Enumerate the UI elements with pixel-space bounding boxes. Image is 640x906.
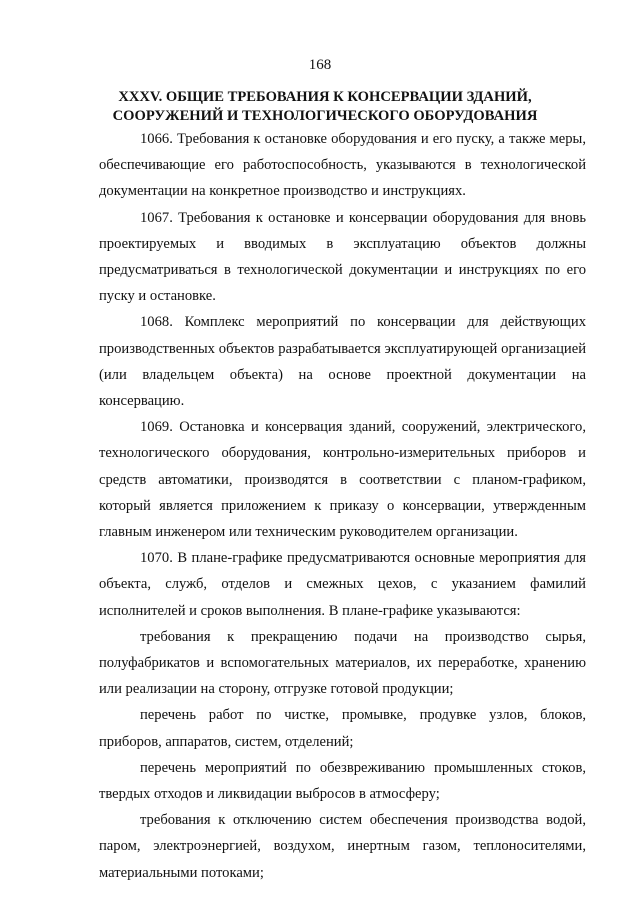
list-item-utilities-disconnection: требования к отключению систем обеспечения производства водой, паром, электроэнергией, воздухом, инертным газом, теплоносителями, материальными потоками; (99, 812, 586, 881)
paragraph-1070: 1070. В плане-графике предусматриваются основные мероприятия для объекта, служб, отделов и смежных цехов, с указанием фамилий исполнителей и сроков выполнения. В плане-графике указываются: (99, 550, 586, 619)
section-heading (60, 88, 590, 126)
page-number: 168 (308, 57, 332, 73)
list-item-waste-neutralization: перечень мероприятий по обезвреживанию промышленных стоков, твердых отходов и ликвидации выбросов в атмосферу; (99, 759, 586, 803)
body-text (99, 126, 586, 886)
paragraph-1068: 1068. Комплекс мероприятий по консервации для действующих производственных объектов разрабатывается эксплуатирующей организацией (или владельцем объекта) на основе проектной документации на консервацию. (99, 314, 586, 410)
list-item-raw-materials: требования к прекращению подачи на производство сырья, полуфабрикатов и вспомогательных материалов, их переработке, хранению или реализации на сторону, отгрузке готовой продукции; (99, 628, 586, 698)
section-heading-line-1: XXXV. ОБЩИЕ ТРЕБОВАНИЯ К КОНСЕРВАЦИИ ЗДАНИЙ, (118, 89, 532, 105)
list-item-cleaning-works: перечень работ по чистке, промывке, продувке узлов, блоков, приборов, аппаратов, систем, отделений; (99, 707, 586, 750)
paragraph-1069: 1069. Остановка и консервация зданий, сооружений, электрического, технологического оборудования, контрольно-измерительных приборов и средств автоматики, производятся в соответствии с планом-графиком, который является приложением к приказу о консервации, утвержденным главным инженером или техническим руководителем организации. (99, 419, 586, 541)
section-heading-line-2: СООРУЖЕНИЙ И ТЕХНОЛОГИЧЕСКОГО ОБОРУДОВАНИЯ (112, 108, 538, 124)
paragraph-1066: 1066. Требования к остановке оборудования и его пуску, а также меры, обеспечивающие его работоспособность, указываются в технологической документации на конкретное производство и инструкциях. (99, 131, 586, 200)
paragraph-1067: 1067. Требования к остановке и консервации оборудования для вновь проектируемых и вводимых в эксплуатацию объектов должны предусматриваться в технологической документации и инструкциях по его пуску и остановке. (99, 209, 586, 305)
